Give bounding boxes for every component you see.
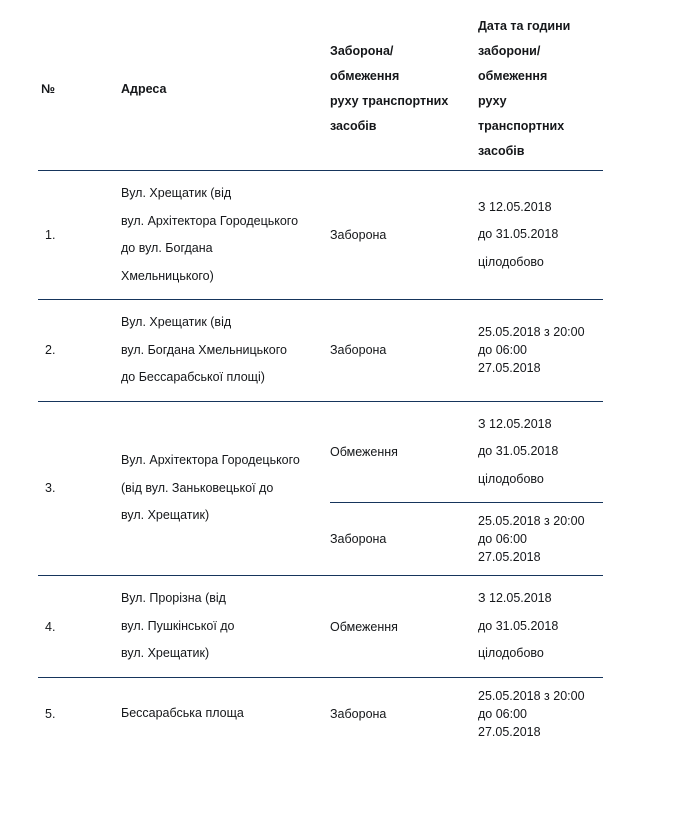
datetime-line: 27.05.2018 [478,725,541,740]
datetime-line: З 12.05.2018 [478,416,552,431]
table-row [38,300,603,402]
row-datetime [472,677,603,750]
row-datetime [472,503,603,576]
row-datetime [472,401,603,503]
address-line: Вул. Хрещатик (від [121,315,232,329]
row-datetime [472,300,603,402]
datetime-line: до 06:00 [478,532,527,547]
address-line: Вул. Архітектора Городецького [121,453,300,468]
column-header-restriction-line-2: обмеження [330,69,400,83]
row-address [80,401,330,576]
column-header-restriction-line-3: руху транспортних [330,94,449,108]
datetime-line: до 31.05.2018 [478,444,559,458]
address-line: до Бессарабської площі) [121,370,265,384]
row-restriction: Обмеження [330,401,472,503]
row-number: 1. [38,171,80,300]
column-header-datetime [472,14,603,171]
datetime-line: до 31.05.2018 [478,227,559,242]
column-header-datetime-line-1: Дата та години [478,19,571,33]
column-header-restriction [330,14,472,171]
datetime-line: 25.05.2018 з 20:00 [478,325,585,340]
row-address [80,677,330,750]
column-header-restriction-line-4: засобів [330,119,377,133]
column-header-number: № [41,82,55,96]
column-header-datetime-line-5: транспортних [478,119,565,133]
datetime-line: цілодобово [478,254,544,269]
row-datetime [472,171,603,300]
datetime-line: цілодобово [478,646,544,661]
table-head [38,14,603,171]
table-header-row [38,14,603,171]
table-row [38,171,603,300]
column-header-datetime-line-6: засобів [478,144,525,158]
table-row [38,576,603,678]
address-line: до вул. Богдана [121,241,213,255]
row-restriction: Обмеження [330,576,472,678]
datetime-line: до 06:00 [478,343,527,358]
datetime-line: 25.05.2018 з 20:00 [478,514,585,528]
address-line: Вул. Прорізна (від [121,591,226,606]
column-header-datetime-line-3: обмеження [478,69,548,83]
datetime-line: цілодобово [478,471,544,486]
row-restriction: Заборона [330,503,472,576]
table-body [38,171,603,751]
address-line: вул. Пушкінської до [121,618,235,633]
row-address [80,300,330,402]
row-restriction: Заборона [330,300,472,402]
datetime-line: 25.05.2018 з 20:00 [478,688,585,703]
row-number: 3. [38,401,80,576]
row-number: 2. [38,300,80,402]
address-line: Хмельницького) [121,268,214,283]
traffic-restrictions-table [38,14,603,750]
row-number: 4. [38,576,80,678]
column-header-datetime-line-4: руху [478,94,507,108]
row-restriction: Заборона [330,677,472,750]
column-header-datetime-line-2: заборони/ [478,44,541,58]
address-line: вул. Хрещатик) [121,508,210,523]
row-restriction: Заборона [330,171,472,300]
address-line: вул. Хрещатик) [121,646,210,661]
address-line: (від вул. Заньковецької до [121,480,274,495]
address-line: Вул. Хрещатик (від [121,186,232,200]
datetime-line: З 12.05.2018 [478,199,552,214]
address-line: вул. Богдана Хмельницького [121,342,287,357]
column-header-address: Адреса [121,82,167,96]
datetime-line: до 31.05.2018 [478,618,559,633]
table-row [38,677,603,750]
row-datetime [472,576,603,678]
address-line: Бессарабська площа [121,706,244,721]
datetime-line: 27.05.2018 [478,361,541,376]
column-header-restriction-line-1: Заборона/ [330,44,394,58]
datetime-line: 27.05.2018 [478,550,541,565]
row-address [80,171,330,300]
row-number: 5. [38,677,80,750]
datetime-line: З 12.05.2018 [478,591,552,606]
datetime-line: до 06:00 [478,707,527,721]
row-address [80,576,330,678]
address-line: вул. Архітектора Городецького [121,213,299,228]
table-row [38,401,603,503]
